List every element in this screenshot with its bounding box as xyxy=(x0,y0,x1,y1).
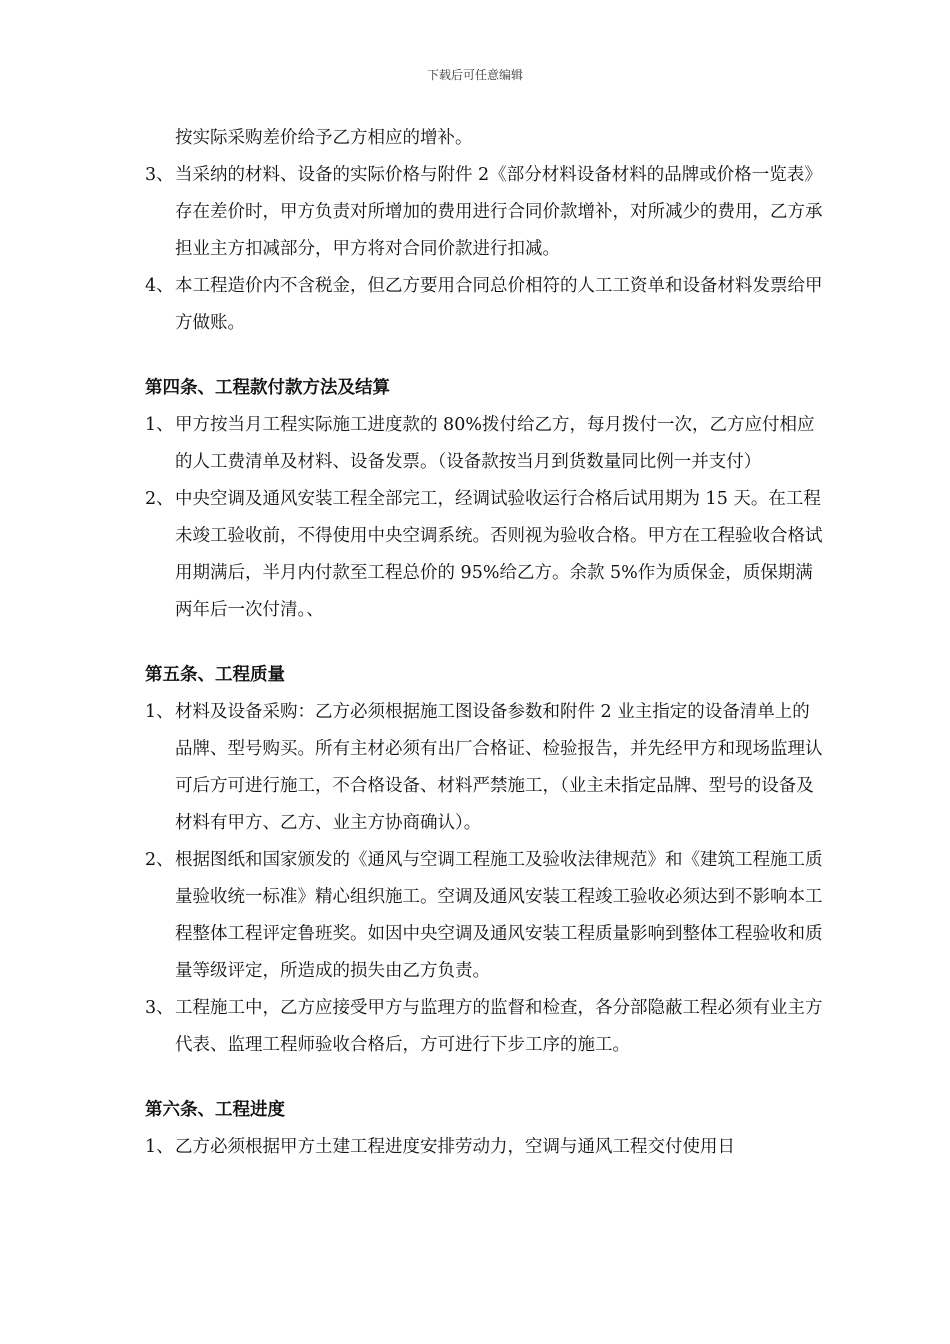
clause-text: 乙方必须根据甲方土建工程进度安排劳动力，空调与通风工程交付使用日 xyxy=(175,1137,735,1157)
clause-text: 中央空调及通风安装工程全部完工，经调试验收运行合格后试用期为 15 天。在工程未竣工验收前，不得使用中央空调系统。否则视为验收合格。甲方在工程验收合格试用期满后，半月内付款至工程总价的 95%给乙方。余款 5%作为质保金，质保期满两年后一次付清。、 xyxy=(175,489,823,620)
clause-number: 1、 xyxy=(145,702,174,722)
numbered-clause xyxy=(145,694,825,842)
document-body xyxy=(145,120,825,1166)
numbered-clause xyxy=(145,157,825,268)
clause-number: 1、 xyxy=(145,415,174,435)
clause-text: 工程施工中，乙方应接受甲方与监理方的监督和检查，各分部隐蔽工程必须有业主方代表、监理工程师验收合格后，方可进行下步工序的施工。 xyxy=(175,998,823,1055)
clause-text: 当采纳的材料、设备的实际价格与附件 2《部分材料设备材料的品牌或价格一览表》存在差价时，甲方负责对所增加的费用进行合同价款增补，对所减少的费用，乙方承担业主方扣减部分，甲方将对合同价款进行扣减。 xyxy=(175,165,823,259)
numbered-clause xyxy=(145,842,825,990)
clause-number: 4、 xyxy=(145,276,174,296)
clause-text: 甲方按当月工程实际施工进度款的 80%拨付给乙方，每月拨付一次，乙方应付相应的人工费清单及材料、设备发票。（设备款按当月到货数量同比例一并支付） xyxy=(175,415,815,472)
clause-text: 材料及设备采购：乙方必须根据施工图设备参数和附件 2 业主指定的设备清单上的品牌、型号购买。所有主材必须有出厂合格证、检验报告，并先经甲方和现场监理认可后方可进行施工，不合格设备、材料严禁施工，（业主未指定品牌、型号的设备及材料有甲方、乙方、业主方协商确认）。 xyxy=(175,702,823,833)
page-header: 下载后可任意编辑 xyxy=(426,68,523,82)
numbered-clause xyxy=(145,268,825,342)
section-heading: 第五条、工程质量 xyxy=(145,665,285,685)
clause-text: 本工程造价内不含税金，但乙方要用合同总价相符的人工工资单和设备材料发票给甲方做账。 xyxy=(175,276,823,333)
numbered-clause xyxy=(145,481,825,629)
numbered-clause xyxy=(145,1129,825,1166)
clause-number: 1、 xyxy=(145,1137,174,1157)
clause-number: 3、 xyxy=(145,165,174,185)
clause-text: 根据图纸和国家颁发的《通风与空调工程施工及验收法律规范》和《建筑工程施工质量验收统一标准》精心组织施工。空调及通风安装工程竣工验收必须达到不影响本工程整体工程评定鲁班奖。如因中央空调及通风安装工程质量影响到整体工程验收和质量等级评定，所造成的损失由乙方负责。 xyxy=(175,850,823,981)
section-heading: 第四条、工程款付款方法及结算 xyxy=(145,378,390,398)
numbered-clause xyxy=(145,407,825,481)
numbered-clause xyxy=(145,990,825,1064)
section-heading: 第六条、工程进度 xyxy=(145,1100,285,1120)
clause-number: 2、 xyxy=(145,850,174,870)
clause-number: 3、 xyxy=(145,998,174,1018)
clause-number: 2、 xyxy=(145,489,174,509)
paragraph-continuation xyxy=(145,120,825,157)
clause-text: 按实际采购差价给予乙方相应的增补。 xyxy=(175,128,473,148)
